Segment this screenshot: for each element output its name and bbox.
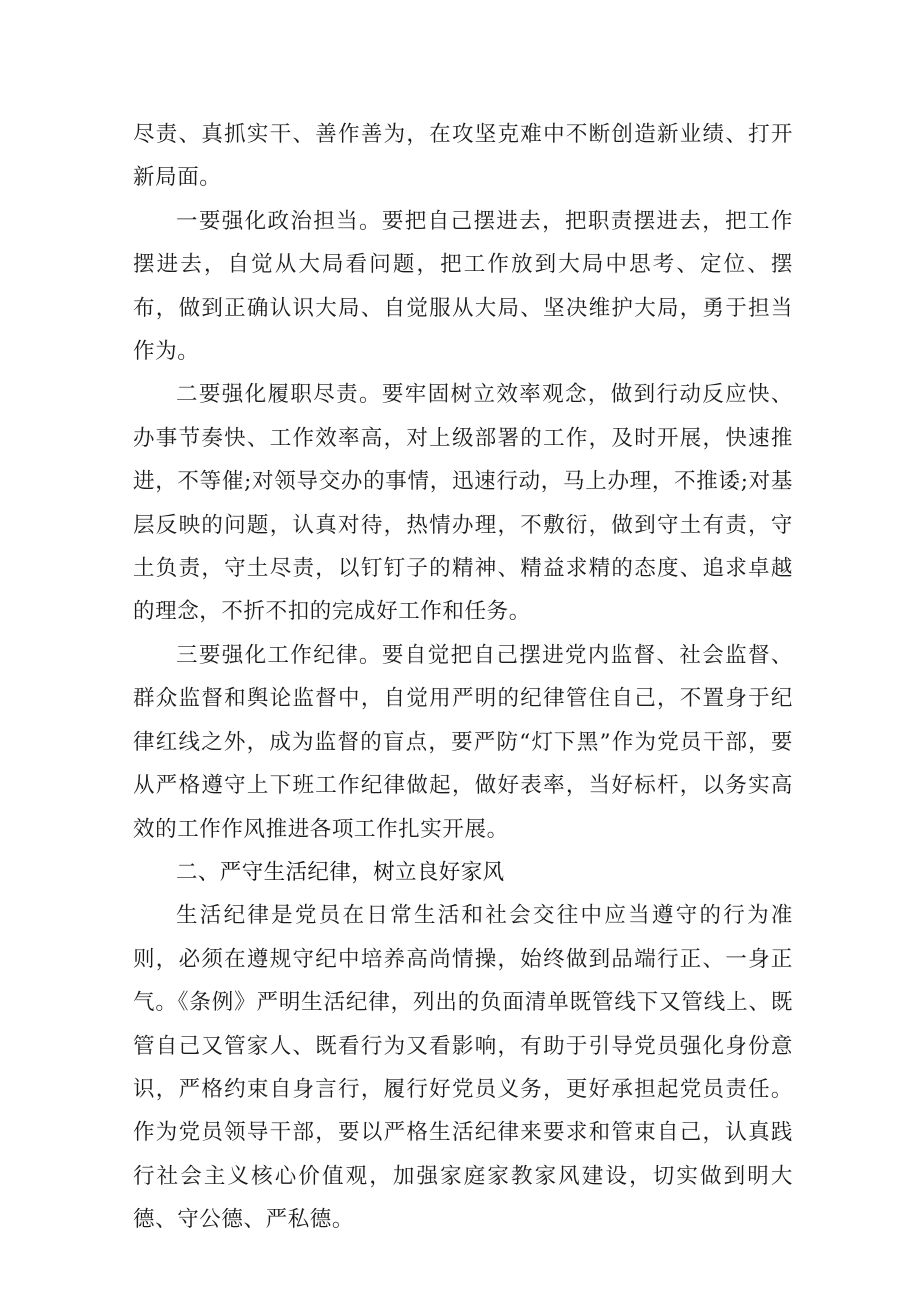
paragraph-duty-performance: 二要强化履职尽责。要牢固树立效率观念，做到行动反应快、办事节奏快、工作效率高，对上级部署的工作，及时开展，快速推进，不等催;对领导交办的事情，迅速行动，马上办理，不推诿;对基层反映的问题，认真对待，热情办理，不敷衍，做到守土有责，守土负责，守土尽责，以钉钉子的精神、精益求精的态度、追求卓越的理念，不折不扣的完成好工作和任务。 (133, 382, 793, 625)
paragraph-continuation: 尽责、真抓实干、善作善为，在攻坚克难中不断创造新业绩、打开新局面。 (133, 122, 793, 191)
paragraph-political-responsibility: 一要强化政治担当。要把自己摆进去，把职责摆进去，把工作摆进去，自觉从大局看问题，把工作放到大局中思考、定位、摆布，做到正确认识大局、自觉服从大局、坚决维护大局，勇于担当作为。 (133, 208, 793, 365)
section-heading-life-discipline: 二、严守生活纪律，树立良好家风 (176, 859, 505, 885)
paragraph-work-discipline: 三要强化工作纪律。要自觉把自己摆进党内监督、社会监督、群众监督和舆论监督中，自觉用严明的纪律管住自己，不置身于纪律红线之外，成为监督的盲点，要严防“灯下黑”作为党员干部，要从严格遵守上下班工作纪律做起，做好表率，当好标杆，以务实高效的工作作风推进各项工作扎实开展。 (133, 642, 793, 842)
document-body (133, 113, 793, 1242)
paragraph-life-discipline: 生活纪律是党员在日常生活和社会交往中应当遵守的行为准则，必须在遵规守纪中培养高尚情操，始终做到品端行正、一身正气。《条例》严明生活纪律，列出的负面清单既管线下又管线上、既管自己又管家人、既看行为又看影响，有助于引导党员强化身份意识，严格约束自身言行，履行好党员义务，更好承担起党员责任。作为党员领导干部，要以严格生活纪律来要求和管束自己，认真践行社会主义核心价值观，加强家庭家教家风建设，切实做到明大德、守公德、严私德。 (133, 903, 793, 1233)
